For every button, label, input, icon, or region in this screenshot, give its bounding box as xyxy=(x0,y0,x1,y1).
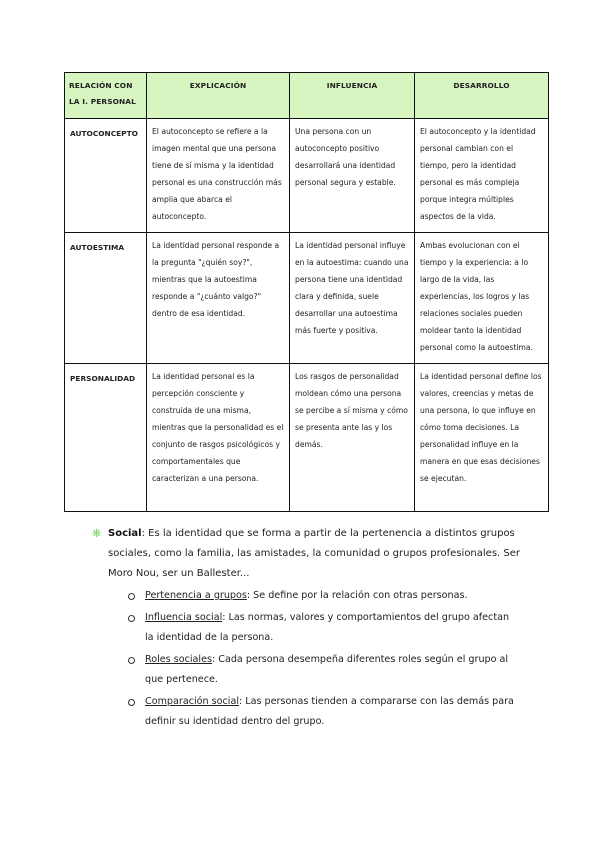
social-identity-section xyxy=(92,524,532,734)
social-paragraph xyxy=(108,524,532,584)
circle-bullet-icon xyxy=(128,615,135,622)
circle-bullet-icon xyxy=(128,657,135,664)
table-row xyxy=(65,364,549,512)
cell-explicacion: El autoconcepto se refiere a la imagen mental que una persona tiene de sí misma y la identidad personal es una construcción más amplia que abarca el autoconcepto. xyxy=(147,119,290,233)
header-desarrollo: DESARROLLO xyxy=(415,73,549,119)
circle-bullet-icon xyxy=(128,699,135,706)
subpoint-text: : Se define por la relación con otras personas. xyxy=(246,590,468,601)
cell-explicacion: La identidad personal es la percepción consciente y construida de una misma, mientras que la personalidad es el conjunto de rasgos psicológicos y comportamentales que caracterizan a una persona. xyxy=(147,364,290,512)
header-explicacion: EXPLICACIÓN xyxy=(147,73,290,119)
table-row xyxy=(65,233,549,364)
cell-influencia: Los rasgos de personalidad moldean cómo una persona se percibe a sí misma y cómo se presenta ante las y los demás. xyxy=(290,364,415,512)
header-influencia: INFLUENCIA xyxy=(290,73,415,119)
subpoint-text: : Las personas tienden a compararse con las demás para definir su identidad dentro del grupo. xyxy=(145,695,514,727)
circle-bullet-icon xyxy=(128,593,135,600)
cell-desarrollo: Ambas evolucionan con el tiempo y la experiencia: a lo largo de la vida, las experiencias, los logros y las relaciones sociales pueden moldear tanto la identidad personal como la autoestima. xyxy=(415,233,549,364)
flower-bullet-icon: ❋ xyxy=(92,527,102,540)
list-item xyxy=(128,608,518,649)
list-item xyxy=(128,650,518,691)
identity-relations-table xyxy=(64,72,549,512)
cell-explicacion: La identidad personal responde a la pregunta "¿quién soy?", mientras que la autoestima responde a "¿cuánto valgo?" dentro de esa identidad. xyxy=(147,233,290,364)
subpoint-term: Roles sociales xyxy=(145,653,212,665)
table-header-row xyxy=(65,73,549,119)
social-subpoints xyxy=(128,586,518,733)
subpoint-term: Influencia social xyxy=(145,611,223,623)
header-relacion: RELACIÓN CON LA I. PERSONAL xyxy=(65,73,147,119)
subpoint-term: Comparación social xyxy=(145,695,239,707)
table-row xyxy=(65,119,549,233)
subpoint-text: : Cada persona desempeña diferentes roles según el grupo al que pertenece. xyxy=(145,653,509,685)
row-label-autoestima: AUTOESTIMA xyxy=(65,233,147,364)
social-text: : Es la identidad que se forma a partir de la pertenencia a distintos grupos sociales, como la familia, las amistades, la comunidad o grupos profesionales. Ser Moro Nou, ser un Ballester... xyxy=(108,528,521,579)
cell-influencia: La identidad personal influye en la autoestima: cuando una persona tiene una identidad clara y definida, suele desarrollar una autoestima más fuerte y positiva. xyxy=(290,233,415,364)
cell-influencia: Una persona con un autoconcepto positivo desarrollará una identidad personal segura y estable. xyxy=(290,119,415,233)
cell-desarrollo: La identidad personal define los valores, creencias y metas de una persona, lo que influye en cómo toma decisiones. La personalidad influye en la manera en que esas decisiones se ejecutan. xyxy=(415,364,549,512)
list-item xyxy=(128,692,518,733)
subpoint-term: Pertenencia a grupos xyxy=(145,590,247,601)
cell-desarrollo: El autoconcepto y la identidad personal cambian con el tiempo, pero la identidad personal es más compleja porque integra múltiples aspectos de la vida. xyxy=(415,119,549,233)
subpoint-text: : Las normas, valores y comportamientos del grupo afectan la identidad de la persona. xyxy=(145,611,510,643)
row-label-personalidad: PERSONALIDAD xyxy=(65,364,147,512)
row-label-autoconcepto: AUTOCONCEPTO xyxy=(65,119,147,233)
list-item xyxy=(128,586,518,607)
social-term: Social xyxy=(108,528,142,539)
